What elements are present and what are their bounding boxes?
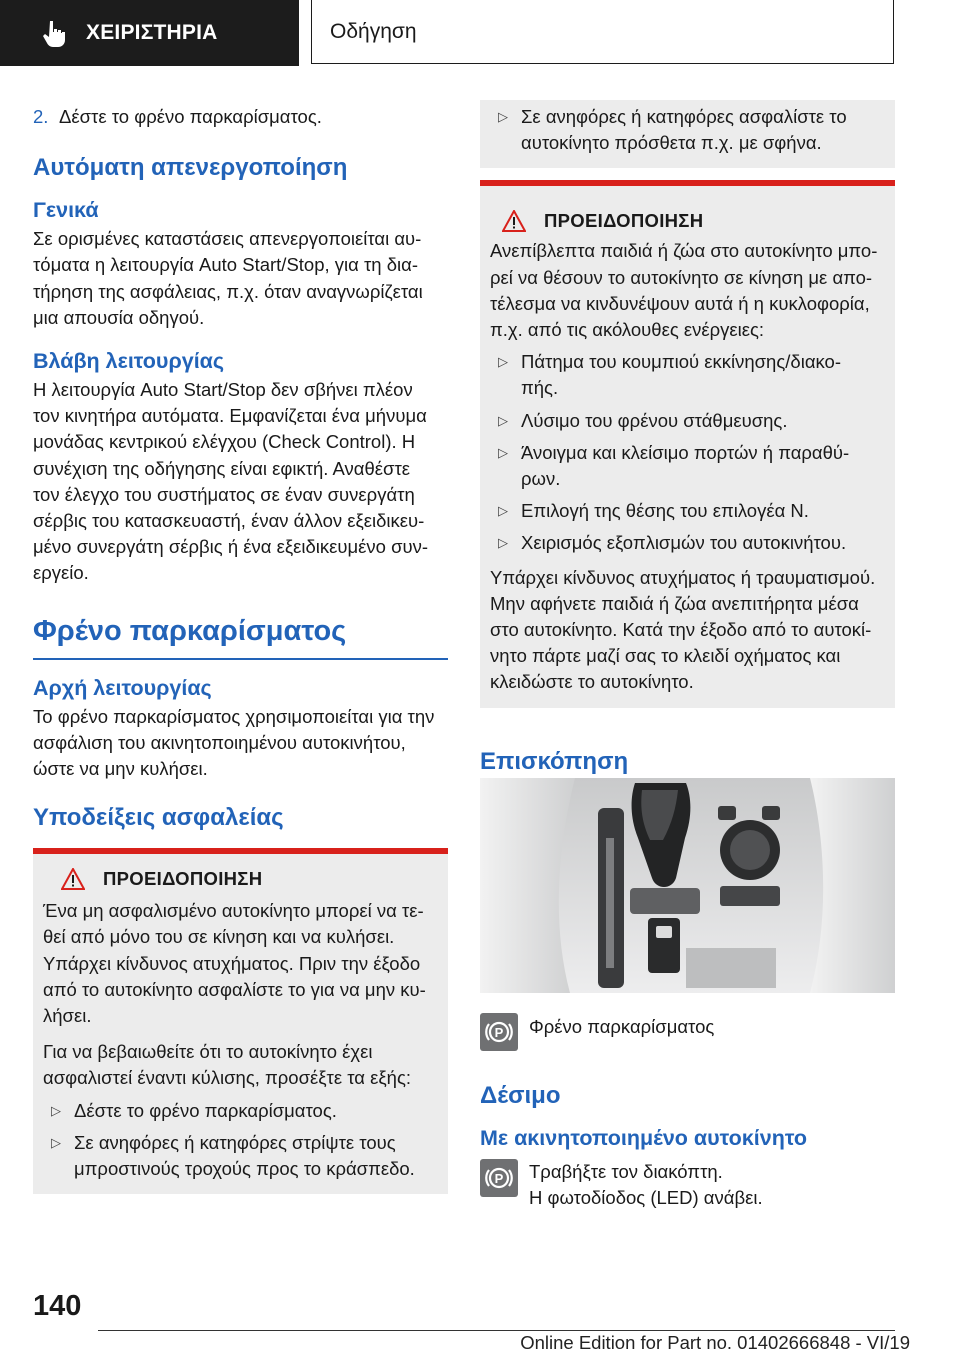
heading-fault: Βλάβη λειτουργίας	[33, 349, 225, 374]
figure-caption-block	[480, 1013, 895, 1051]
heading-auto-off: Αυτόματη απενεργοποίηση	[33, 154, 348, 182]
warning-box	[33, 848, 448, 1194]
warning-title: ΠΡΟΕΙΔΟΠΟΙΗΣΗ	[490, 210, 885, 232]
list-item: ▷ Δέστε το φρένο παρκαρίσματος.	[43, 1098, 438, 1124]
chapter-tab	[311, 0, 894, 64]
svg-text:P: P	[494, 1171, 504, 1186]
left-column	[33, 104, 448, 1194]
page-number: 140	[33, 1290, 82, 1322]
section-title: ΧΕΙΡΙΣΤΗΡΙΑ	[86, 21, 218, 44]
warning-triangle-icon	[502, 210, 526, 232]
warning-paragraph: Για να βεβαιωθείτε ότι το αυτοκίνητο έχει ασφαλιστεί έναντι κύλισης, προσέξτε τα εξής:	[43, 1041, 411, 1089]
bullet-triangle-icon	[490, 498, 521, 524]
paragraph-principle: Το φρένο παρκαρίσματος χρησιμοποιείται για την ασφάλιση του ακινητοποιημένου αυτοκινήτου, ώστε να μην κυλήσει.	[33, 705, 435, 780]
step-number: 2.	[33, 106, 49, 127]
bullet-triangle-icon	[43, 1098, 74, 1124]
warning-paragraph: Ένα μη ασφαλισμένο αυτοκίνητο μπορεί να τε- θεί από μόνο του σε κίνηση και να κυλήσει. Υπάρχει κίνδυνος ατυχήματος. Πριν την έξοδο από το αυτοκίνητο ασφαλίστε το για να μην κυ- λήσει.	[43, 900, 426, 1027]
parking-brake-icon	[480, 1159, 518, 1197]
bullet-triangle-icon	[490, 440, 521, 492]
paragraph-fault: Η λειτουργία Auto Start/Stop δεν σβήνει πλέον τον κινητήρα αυτόματα. Εμφανίζεται ένα μήνυμα μονάδας κεντρικού ελέγχου (Check Control). Η συνέχιση της οδήγησης είναι εφικτή. Αναθέστε τον έλεγχο του συστήματος σε έναν συνεργάτη σέρβις του κατασκευαστή, έναν άλλον εξειδικευ- μένο συνεργάτη σέρβις ή ένα εξειδικευμένο συν- εργείο.	[33, 379, 429, 584]
list-item: ▷ Άνοιγμα και κλείσιμο πορτών ή παραθύ- ρων.	[490, 440, 885, 492]
numbered-step	[33, 104, 448, 130]
continued-box	[480, 100, 895, 168]
warning-triangle-icon	[61, 868, 85, 890]
apply-section	[480, 1082, 895, 1211]
bullet-triangle-icon	[43, 1130, 74, 1182]
list-item: ▷ Σε ανηφόρες ή κατηφόρες στρίψτε τους μπροστινούς τροχούς προς το κράσπεδο.	[43, 1130, 438, 1182]
paragraph-general: Σε ορισμένες καταστάσεις απενεργοποιείται αυ- τόματα η λειτουργία Auto Start/Stop, για τη δια- τήρηση της ασφάλειας, π.χ. όταν αναγνωρίζεται μια απουσία οδηγού.	[33, 228, 423, 328]
section-tab	[0, 0, 299, 66]
list-item: ▷ Επιλογή της θέσης του επιλογέα N.	[490, 498, 885, 524]
list-item: ▷ Λύσιμο του φρένου στάθμευσης.	[490, 408, 885, 434]
apply-instructions: Τραβήξτε τον διακόπτη. Η φωτοδίοδος (LED) ανάβει.	[529, 1161, 763, 1209]
svg-text:P: P	[494, 1025, 504, 1040]
warning-box	[480, 180, 895, 707]
heading-stationary: Με ακινητοποιημένο αυτοκίνητο	[480, 1126, 807, 1150]
warning-paragraph: Υπάρχει κίνδυνος ατυχήματος ή τραυματισμού. Μην αφήνετε παιδιά ή ζώα ανεπιτήρητα μέσα στο αυτοκίνητο. Κατά την έξοδο από το αυτοκί- νητο πάρτε μαζί σας το κλειδί οχήματος και κλειδώστε το αυτοκίνητο.	[490, 566, 876, 693]
list-item: ▷ Πάτημα του κουμπιού εκκίνησης/διακο- πής.	[490, 349, 885, 401]
step-text: Δέστε το φρένο παρκαρίσματος.	[59, 106, 322, 127]
center-console-photo	[480, 778, 895, 993]
edition-note: Online Edition for Part no. 01402666848 - VI/19	[520, 1332, 910, 1353]
heading-principle: Αρχή λειτουργίας	[33, 675, 212, 700]
list-item: ▷ Χειρισμός εξοπλισμών του αυτοκινήτου.	[490, 530, 885, 556]
chapter-title: Οδήγηση	[330, 19, 417, 43]
warning-title: ΠΡΟΕΙΔΟΠΟΙΗΣΗ	[43, 868, 438, 890]
heading-general: Γενικά	[33, 198, 99, 223]
right-column	[480, 100, 895, 776]
page-footer	[0, 1290, 960, 1353]
parking-brake-icon	[480, 1013, 518, 1051]
bullet-triangle-icon	[490, 104, 521, 156]
bullet-triangle-icon	[490, 349, 521, 401]
heading-parking-brake: Φρένο παρκαρίσματος	[33, 614, 347, 647]
hand-pointer-icon	[36, 15, 72, 51]
bullet-triangle-icon	[490, 408, 521, 434]
figure-caption: Φρένο παρκαρίσματος	[529, 1016, 715, 1037]
page-header	[0, 0, 960, 66]
heading-overview: Επισκόπηση	[480, 747, 629, 775]
list-item: ▷ Σε ανηφόρες ή κατηφόρες ασφαλίστε το αυτοκίνητο πρόσθετα π.χ. με σφήνα.	[490, 104, 885, 156]
heading-safety: Υποδείξεις ασφαλείας	[33, 804, 284, 832]
heading-apply: Δέσιμο	[480, 1082, 561, 1109]
footer-rule	[98, 1330, 895, 1331]
bullet-triangle-icon	[490, 530, 521, 556]
warning-paragraph: Ανεπίβλεπτα παιδιά ή ζώα στο αυτοκίνητο μπο- ρεί να θέσουν το αυτοκίνητο σε κίνηση με απο- τέλεσμα να κινδυνέψουν αυτά ή η κυκλοφορία, π.χ. από τις ακόλουθες ενέργειες:	[490, 240, 878, 341]
